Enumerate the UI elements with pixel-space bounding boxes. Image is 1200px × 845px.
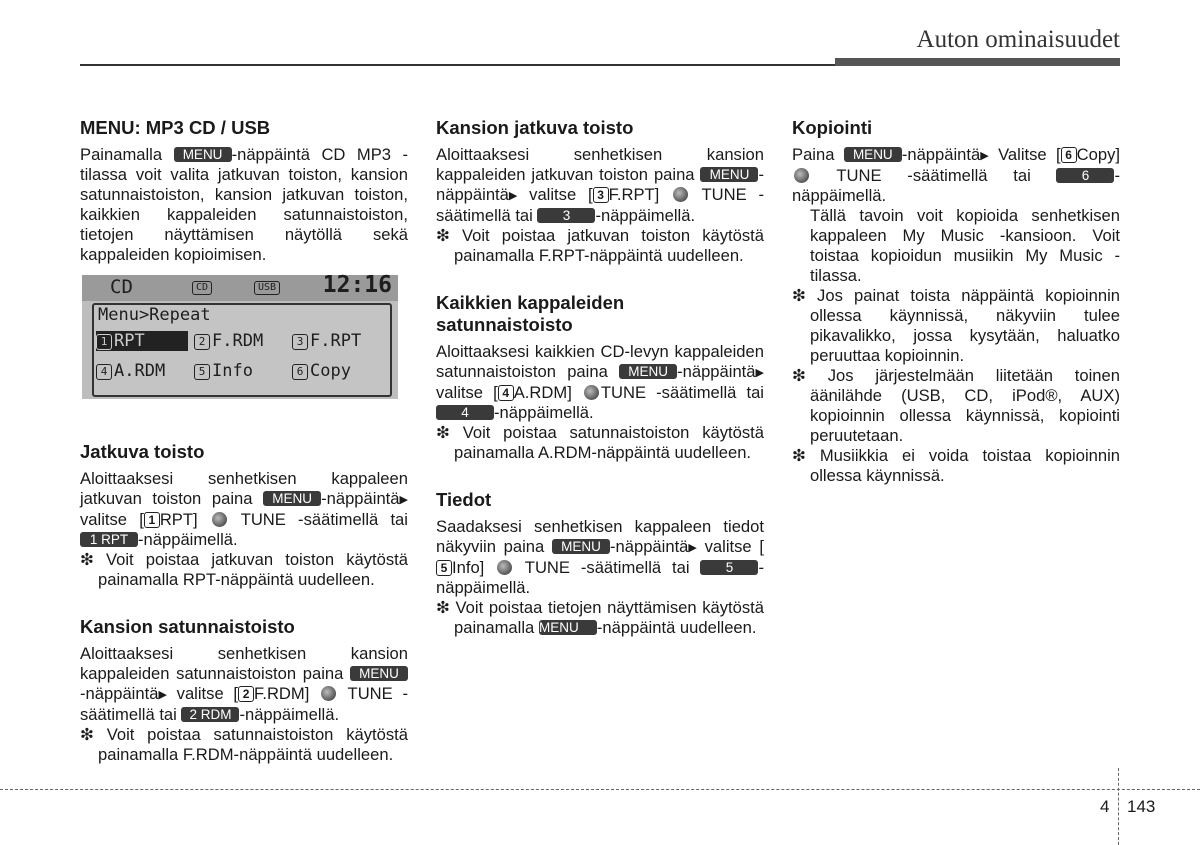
repeat-paragraph: Aloittaaksesi senhetkisen kappaleen jatkuvan toiston paina MENU -näppäintä▶ valitse [ 1 RPT] TUNE -säätimellä tai 1 RPT -näppäimellä. bbox=[80, 469, 408, 549]
section-title-info: Tiedot bbox=[436, 489, 492, 510]
all-random-paragraph: Aloittaaksesi kaikkien CD-levyn kappaleiden satunnaistoiston paina MENU -näppäintä▶ valitse [ 4 A.RDM] TUNE -säätimellä tai 4 -näppäimellä. bbox=[436, 342, 764, 422]
folder-repeat-paragraph: Aloittaaksesi senhetkisen kansion kappaleiden jatkuvan toiston paina MENU -näppäintä▶ valitse [ 3 F.RPT] TUNE -säätimellä tai 3 -näppäimellä. bbox=[436, 145, 764, 225]
button-3-label: 3 bbox=[537, 208, 595, 223]
footer-vertical-divider bbox=[1118, 768, 1119, 845]
lcd-status-bar bbox=[82, 272, 398, 301]
copy-note-2: ❇ Jos järjestelmään liitetään toinen äänilähde (USB, CD, iPod®, AUX) kopioinnin ollessa käynnissä, kopiointi peruutetaan. bbox=[792, 366, 1120, 445]
header-rule bbox=[80, 64, 835, 66]
menu-button-label: MENU bbox=[552, 539, 610, 554]
folder-repeat-note: ❇ Voit poistaa jatkuvan toiston käytöstä painamalla F.RPT-näppäintä uudelleen. bbox=[436, 226, 764, 265]
arrow-right-icon: ▶ bbox=[688, 542, 697, 554]
tune-knob-icon bbox=[321, 686, 336, 701]
column-3 bbox=[792, 117, 1120, 486]
section-number: 4 bbox=[1100, 797, 1110, 816]
lcd-option-frdm: 2 F.RDM bbox=[194, 331, 263, 351]
arrow-right-icon: ▶ bbox=[755, 367, 764, 379]
lcd-option-frpt: 3 F.RPT bbox=[292, 331, 361, 351]
lcd-mode: CD bbox=[110, 276, 133, 298]
menu-button-label: MENU bbox=[700, 167, 758, 182]
tune-knob-icon bbox=[497, 560, 512, 575]
page-header-title: Auton ominaisuudet bbox=[916, 26, 1120, 53]
section-title-folder-repeat: Kansion jatkuva toisto bbox=[436, 117, 634, 138]
circled-number-3-icon: 3 bbox=[593, 187, 609, 203]
footer-divider bbox=[0, 789, 1200, 790]
menu-button-label: MENU bbox=[174, 147, 232, 162]
circled-number-6-icon: 6 bbox=[1061, 147, 1077, 163]
column-1 bbox=[80, 117, 408, 765]
circled-number-2-icon: 2 bbox=[238, 686, 254, 702]
section-title-repeat: Jatkuva toisto bbox=[80, 441, 205, 462]
folder-random-paragraph: Aloittaaksesi senhetkisen kansion kappaleiden satunnaistoiston paina MENU -näppäintä▶ valitse [ 2 F.RDM] TUNE -säätimellä tai 2 RDM -näppäimellä. bbox=[80, 644, 408, 724]
page-number: 143 bbox=[1127, 797, 1156, 816]
lcd-display bbox=[82, 272, 398, 399]
info-paragraph: Saadaksesi senhetkisen kappaleen tiedot näkyviin paina MENU -näppäintä▶ valitse [5 Info] TUNE -säätimellä tai 5 -näppäimellä. bbox=[436, 517, 764, 597]
tune-knob-icon bbox=[673, 187, 688, 202]
copy-paragraph: Paina MENU -näppäintä▶ Valitse [ 6 Copy] TUNE -säätimellä tai 6 -näppäimellä. bbox=[792, 145, 1120, 205]
circled-number-5-icon: 5 bbox=[436, 560, 452, 576]
menu-button-label: MENU bbox=[263, 491, 321, 506]
button-5-label: 5 bbox=[700, 560, 758, 575]
folder-random-note: ❇ Voit poistaa satunnaistoiston käytöstä painamalla F.RDM-näppäintä uudelleen. bbox=[80, 725, 408, 764]
cd-icon: CD bbox=[192, 281, 212, 295]
circled-number-4-icon: 4 bbox=[498, 385, 514, 401]
tune-knob-icon bbox=[584, 385, 599, 400]
arrow-right-icon: ▶ bbox=[399, 494, 408, 506]
all-random-note: ❇ Voit poistaa satunnaistoiston käytöstä painamalla A.RDM-näppäintä uudelleen. bbox=[436, 423, 764, 462]
rpt-button-label: 1 RPT bbox=[80, 532, 138, 547]
lcd-option-ardm: 4 A.RDM bbox=[96, 361, 165, 381]
repeat-note: ❇ Voit poistaa jatkuvan toiston käytöstä painamalla RPT-näppäintä uudelleen. bbox=[80, 550, 408, 589]
copy-note-3: ❇ Musiikkia ei voida toistaa kopioinnin ollessa käynnissä. bbox=[792, 446, 1120, 485]
menu-button-label: MENU bbox=[350, 666, 408, 681]
lcd-menu-panel bbox=[92, 303, 392, 397]
section-title-menu: MENU: MP3 CD / USB bbox=[80, 117, 271, 138]
header-rule-accent bbox=[835, 58, 1120, 66]
arrow-right-icon: ▶ bbox=[158, 689, 167, 701]
arrow-right-icon: ▶ bbox=[508, 190, 518, 202]
button-4-label: 4 bbox=[436, 405, 494, 420]
circled-number-1-icon: 1 bbox=[144, 512, 160, 528]
arrow-right-icon: ▶ bbox=[980, 150, 989, 162]
menu-button-label: MENU bbox=[619, 364, 677, 379]
lcd-menu-path: Menu>Repeat bbox=[98, 305, 211, 325]
copy-note-1: ❇ Jos painat toista näppäintä kopioinnin ollessa käynnissä, näkyviin tulee pikavalikko, jossa kysytään, haluatko peruuttaa kopioinnin. bbox=[792, 286, 1120, 365]
lcd-option-info: 5 Info bbox=[194, 361, 253, 381]
tune-knob-icon bbox=[794, 168, 809, 183]
info-note: ❇ Voit poistaa tietojen näyttämisen käytöstä painamalla MENU -näppäintä uudelleen. bbox=[436, 598, 764, 637]
lcd-option-rpt: 1 RPT bbox=[96, 331, 188, 351]
lcd-clock: 12:16 bbox=[322, 272, 392, 298]
tune-knob-icon bbox=[212, 512, 227, 527]
column-2 bbox=[436, 117, 764, 638]
menu-button-label: MENU bbox=[844, 147, 902, 162]
usb-icon: USB bbox=[254, 281, 280, 295]
copy-description: Tällä tavoin voit kopioida senhetkisen kappaleen My Music -kansioon. Voit toistaa kopioidun musiikin My Music -tilassa. bbox=[810, 206, 1120, 285]
intro-paragraph: Painamalla MENU -näppäintä CD MP3 -tilassa voit valita jatkuvan toiston, kansion satunnaistoiston, kansion jatkuvan toiston, kaikkien kappaleiden satunnaistoiston, tietojen näyttämisen näytöllä sekä kappaleiden kopioimisen. bbox=[80, 145, 408, 264]
menu-button-label: MENU bbox=[539, 620, 597, 635]
button-6-label: 6 bbox=[1056, 168, 1114, 183]
section-title-folder-random: Kansion satunnaistoisto bbox=[80, 616, 295, 637]
rdm-button-label: 2 RDM bbox=[181, 707, 239, 722]
lcd-option-copy: 6 Copy bbox=[292, 361, 351, 381]
section-title-copy: Kopiointi bbox=[792, 117, 873, 138]
section-title-all-random: Kaikkien kappaleiden satunnaistoisto bbox=[436, 292, 625, 335]
